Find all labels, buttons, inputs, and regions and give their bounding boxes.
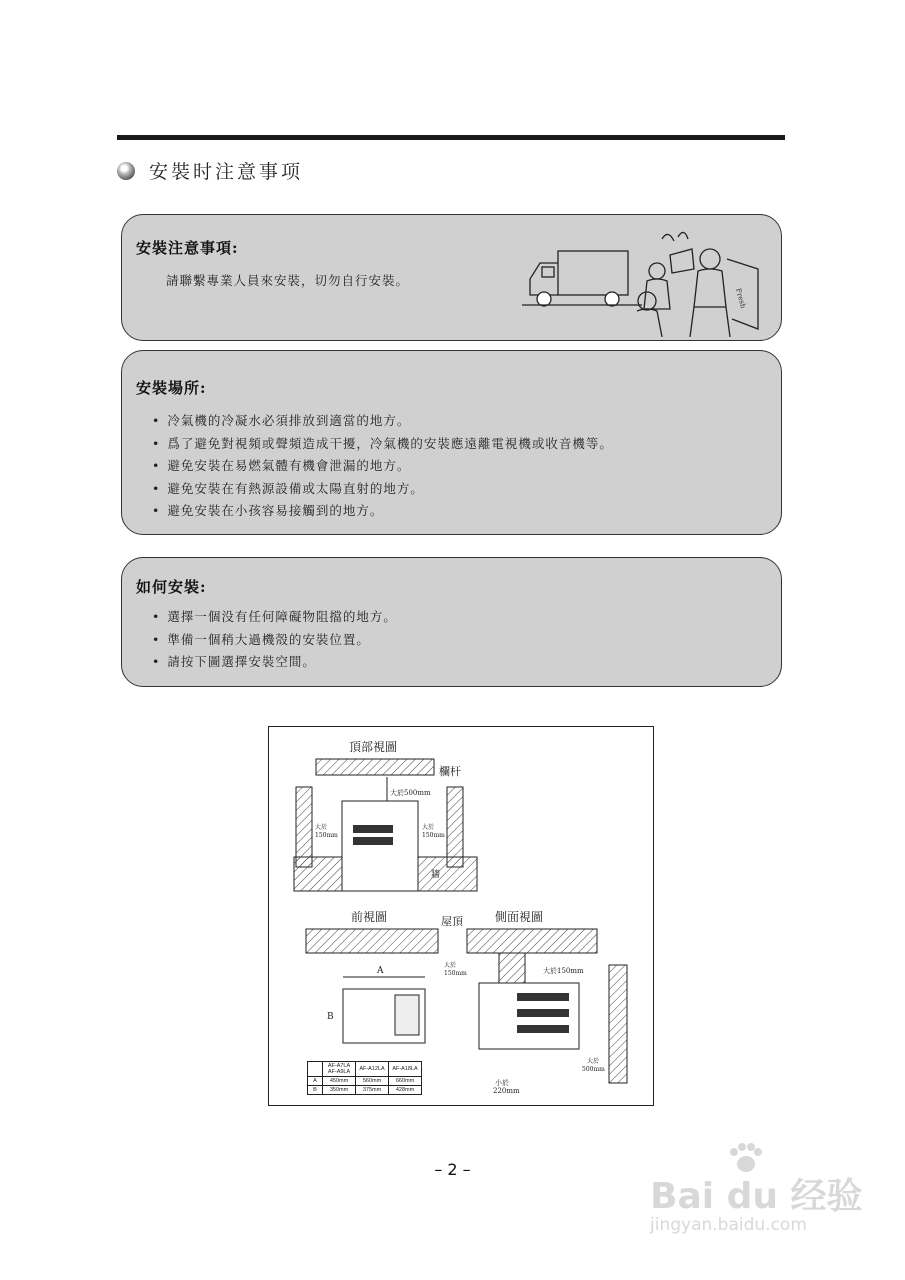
list-item: • 避免安裝在小孩容易接觸到的地方。 xyxy=(152,500,613,523)
right-clearance-value: 150mm xyxy=(422,832,445,839)
left-wall-shape xyxy=(296,787,312,867)
ac-unit-top xyxy=(342,801,418,891)
page-number: – 2 – xyxy=(434,1160,471,1179)
table-cell: B xyxy=(308,1086,323,1095)
depth-label: 小於 xyxy=(495,1079,509,1087)
top-rule xyxy=(117,135,785,140)
table-cell: 560mm xyxy=(356,1077,389,1086)
how-to-list xyxy=(152,606,397,674)
table-cell: 660mm xyxy=(389,1077,422,1086)
list-item: • 爲了避免對視頻或聲頻造成干擾，冷氣機的安裝應遠離電視機或收音機等。 xyxy=(152,433,613,456)
side-top-clearance: 大於150mm xyxy=(543,967,584,975)
right-clearance-label: 大於 xyxy=(422,824,435,831)
dimension-b-label: B xyxy=(327,1012,334,1022)
panel-heading: 安裝場所: xyxy=(136,379,207,397)
svg-text:Fresh: Fresh xyxy=(734,287,748,310)
location-list xyxy=(152,410,613,523)
installation-location-panel xyxy=(121,350,782,535)
side-vent-icon xyxy=(517,993,569,1033)
front-clearance-label: 大於 xyxy=(444,962,457,969)
front-view-label: 前視圖 xyxy=(351,910,388,924)
list-item: • 準備一個稍大過機殼的安裝位置。 xyxy=(152,629,397,652)
table-cell: 350mm xyxy=(323,1086,356,1095)
table-cell: A xyxy=(308,1077,323,1086)
depth-value: 220mm xyxy=(493,1087,520,1095)
table-header: AF-A12LA xyxy=(356,1062,389,1077)
rear-clearance-value: 500mm xyxy=(582,1066,605,1073)
table-cell xyxy=(308,1062,323,1077)
wall-label: 牆 xyxy=(431,870,441,880)
side-view-label: 側面視圖 xyxy=(495,910,544,924)
dimension-a-label: A xyxy=(377,966,384,976)
how-to-install-panel xyxy=(121,557,782,687)
roof-label: 屋頂 xyxy=(441,915,463,928)
dimension-table xyxy=(307,1061,422,1095)
top-view-label: 頂部視圖 xyxy=(349,740,398,754)
table-header: AF-A7LA AF-A9LA xyxy=(323,1062,356,1077)
table-cell: 428mm xyxy=(389,1086,422,1095)
section-title xyxy=(117,157,303,184)
panel-heading: 安裝注意事項: xyxy=(136,239,239,257)
table-cell: 450mm xyxy=(323,1077,356,1086)
list-item: • 選擇一個没有任何障礙物阻擋的地方。 xyxy=(152,606,397,629)
table-header: AF-A18LA xyxy=(389,1062,422,1077)
list-item: • 冷氣機的冷凝水必須排放到適當的地方。 xyxy=(152,410,613,433)
section-title-text: 安裝时注意事项 xyxy=(149,161,304,183)
front-clearance-value: 150mm xyxy=(444,970,467,977)
watermark-brand: Bai du 经验 xyxy=(650,1176,863,1217)
panel-text: 請聯繫專業人員來安裝，切勿自行安裝。 xyxy=(166,273,410,288)
right-wall-shape xyxy=(447,787,463,867)
installation-diagram xyxy=(268,726,654,1106)
installation-notice-panel xyxy=(121,214,782,341)
rear-clearance-label: 大於 xyxy=(587,1058,600,1065)
watermark-url: jingyan.baidu.com xyxy=(650,1215,807,1235)
list-item: • 請按下圖選擇安裝空間。 xyxy=(152,651,397,674)
panel-heading: 如何安裝: xyxy=(136,578,207,596)
left-clearance-label: 大於 xyxy=(315,824,328,831)
paw-icon xyxy=(726,1142,766,1174)
bullet-ball-icon xyxy=(117,162,135,180)
railing-shape xyxy=(316,759,434,775)
delivery-illustration xyxy=(522,229,762,337)
top-clearance-label: 大於500mm xyxy=(390,789,431,797)
table-cell: 375mm xyxy=(356,1086,389,1095)
left-clearance-value: 150mm xyxy=(315,832,338,839)
railing-label: 欄杆 xyxy=(439,765,461,778)
list-item: • 避免安裝在易燃氣體有機會泄漏的地方。 xyxy=(152,455,613,478)
list-item: • 避免安裝在有熱源設備或太陽直射的地方。 xyxy=(152,478,613,501)
